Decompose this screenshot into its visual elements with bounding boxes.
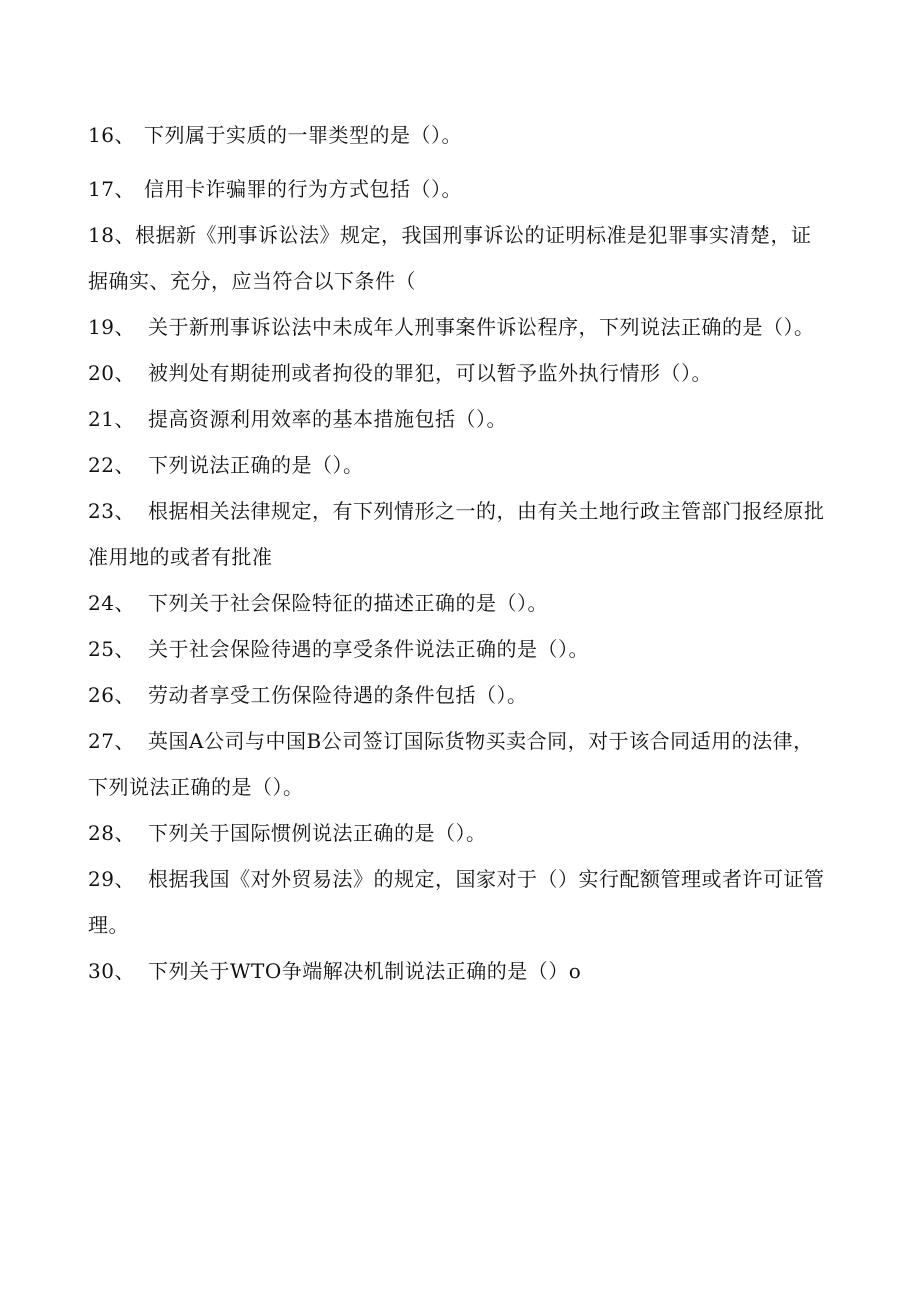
question-text: 劳动者享受工伤保险待遇的条件包括（）。 (148, 683, 528, 707)
question-number: 21、 (88, 407, 135, 431)
question-text: 信用卡诈骗罪的行为方式包括（）。 (144, 177, 462, 201)
question-number: 16、 (88, 123, 135, 147)
question-item (88, 580, 828, 626)
question-item (88, 856, 828, 948)
question-item (88, 212, 828, 304)
question-number: 17、 (88, 177, 135, 201)
question-text: 根据相关法律规定，有下列情形之一的，由有关土地行政主管部门报经原批准用地的或者有批准 (88, 499, 825, 569)
question-item (88, 166, 828, 212)
question-number: 22、 (88, 453, 135, 477)
question-text: 下列关于国际惯例说法正确的是（）。 (148, 821, 487, 845)
question-number: 30、 (88, 959, 135, 983)
question-number: 19、 (88, 315, 135, 339)
question-number: 20、 (88, 361, 135, 385)
question-number: 25、 (88, 637, 135, 661)
question-item (88, 810, 828, 856)
question-text: 下列关于社会保险特征的描述正确的是（）。 (148, 591, 548, 615)
question-text: 下列说法正确的是（）。 (148, 453, 364, 477)
question-item (88, 304, 828, 350)
question-item (88, 350, 828, 396)
question-number: 27、 (88, 729, 135, 753)
question-item (88, 626, 828, 672)
question-number: 18、 (88, 223, 135, 247)
question-list (88, 112, 828, 994)
question-text: 下列关于WTO争端解决机制说法正确的是（）o (148, 959, 582, 983)
question-number: 28、 (88, 821, 135, 845)
question-item (88, 672, 828, 718)
question-item (88, 396, 828, 442)
question-number: 24、 (88, 591, 135, 615)
question-text: 关于新刑事诉讼法中未成年人刑事案件诉讼程序，下列说法正确的是（）。 (148, 315, 815, 339)
question-item (88, 948, 828, 994)
question-text: 提高资源利用效率的基本措施包括（）。 (148, 407, 507, 431)
question-number: 26、 (88, 683, 135, 707)
question-item (88, 488, 828, 580)
question-item (88, 718, 828, 810)
question-number: 23、 (88, 499, 135, 523)
question-text: 关于社会保险待遇的享受条件说法正确的是（）。 (148, 637, 589, 661)
question-item (88, 112, 828, 158)
question-text: 根据我国《对外贸易法》的规定，国家对于（）实行配额管理或者许可证管理。 (88, 867, 825, 937)
question-item (88, 442, 828, 488)
question-text: 被判处有期徒刑或者拘役的罪犯，可以暂予监外执行情形（）。 (148, 361, 712, 385)
question-text: 英国A公司与中国B公司签订国际货物买卖合同，对于该合同适用的法律，下列说法正确的是（）。 (88, 729, 814, 799)
question-number: 29、 (88, 867, 135, 891)
question-text: 下列属于实质的一罪类型的是（）。 (144, 123, 462, 147)
question-text: 根据新《刑事诉讼法》规定，我国刑事诉讼的证明标准是犯罪事实清楚，证据确实、充分，应当符合以下条件（ (88, 223, 812, 293)
